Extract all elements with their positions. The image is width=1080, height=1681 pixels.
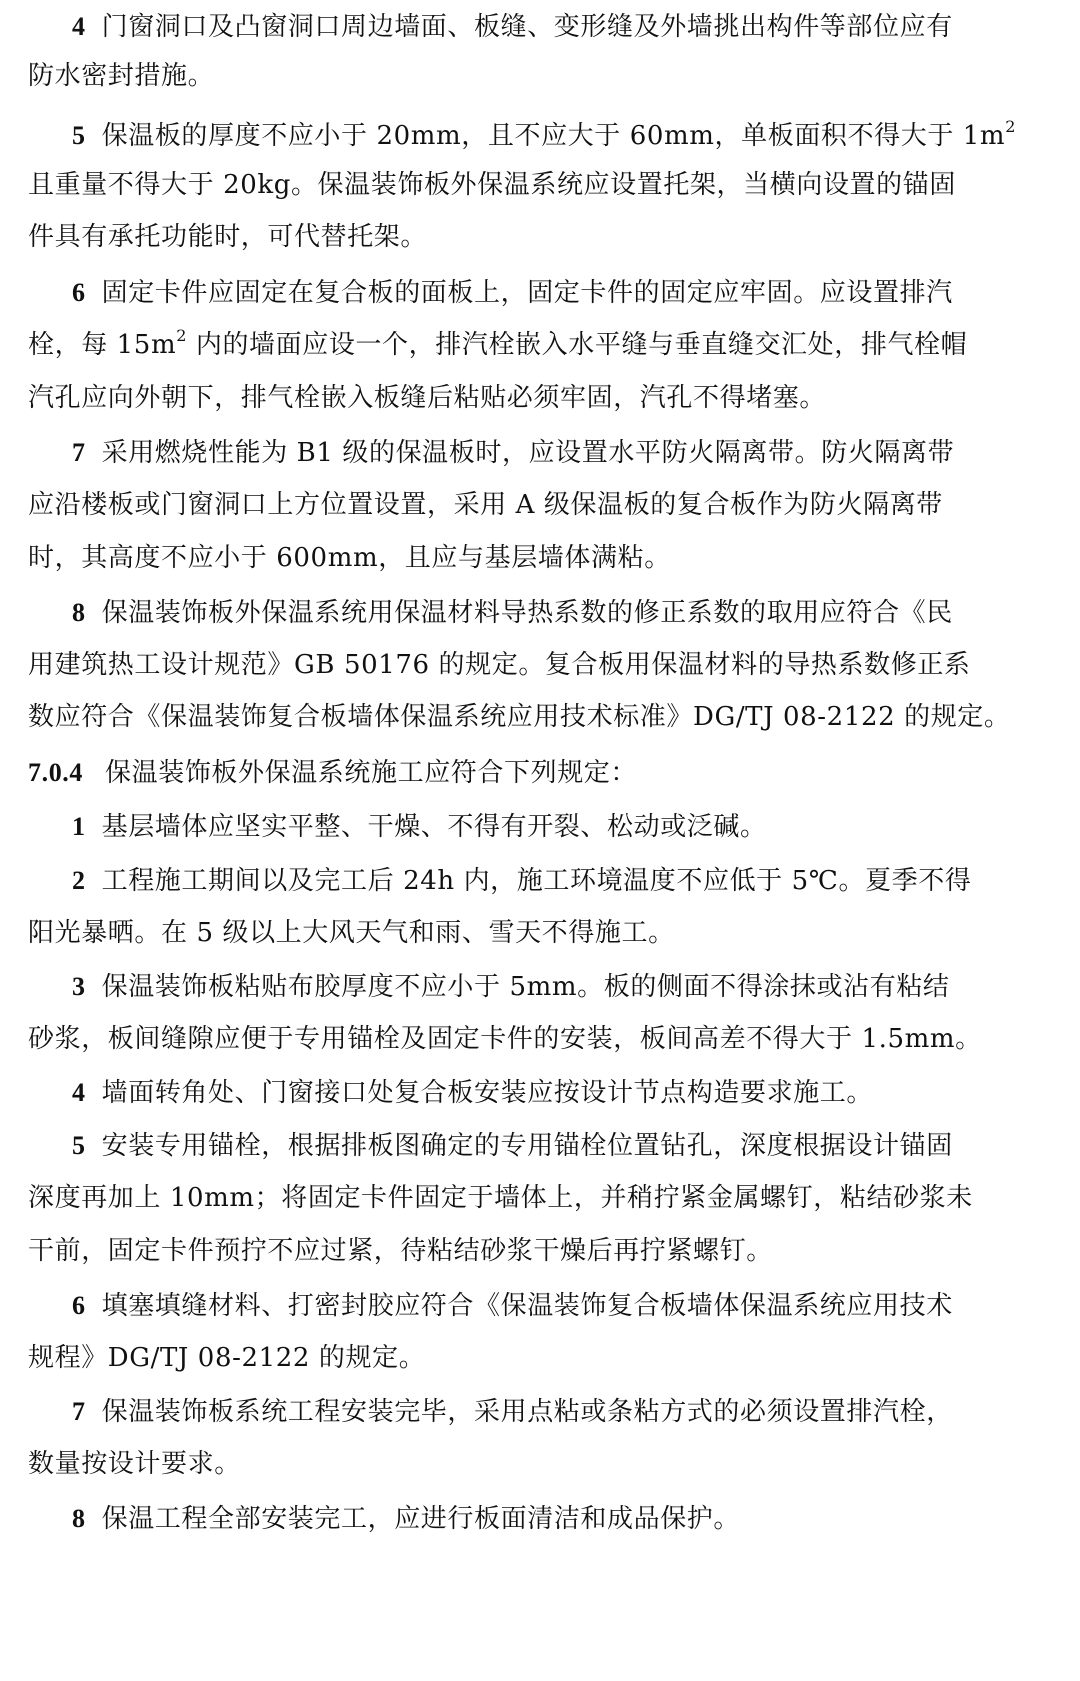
- rule-text: 基层墙体应坚实平整、干燥、不得有开裂、松动或泛碱。: [101, 812, 767, 842]
- clause-number: 8: [72, 598, 86, 627]
- rule-6-line-1: [72, 1289, 953, 1323]
- rule-number: 3: [72, 972, 86, 1001]
- clause-text: 内的墙面应设一个，排汽栓嵌入水平缝与垂直缝交汇处，排气栓帽: [186, 330, 968, 360]
- rule-8-line-1: [72, 1502, 740, 1536]
- clause-text: 应沿楼板或门窗洞口上方位置设置，采用 A 级保温板的复合板作为防火隔离带: [28, 490, 943, 520]
- clause-text: 固定卡件应固定在复合板的面板上，固定卡件的固定应牢固。应设置排汽: [101, 278, 953, 308]
- clause-text: 采用燃烧性能为 B1 级的保温板时，应设置水平防火隔离带。防火隔离带: [101, 438, 955, 468]
- clause-text: 用建筑热工设计规范》GB 50176 的规定。复合板用保温材料的导热系数修正系: [28, 650, 971, 680]
- rule-4-line-1: [72, 1076, 873, 1110]
- clause-text: 防水密封措施。: [28, 61, 215, 91]
- clause-text: 保温板的厚度不应小于 20mm，且不应大于 60mm，单板面积不得大于 1m: [101, 121, 1006, 151]
- clause-6-line-3: [28, 381, 826, 415]
- clause-text: 门窗洞口及凸窗洞口周边墙面、板缝、变形缝及外墙挑出构件等部位应有: [101, 12, 953, 42]
- section-number: 7.0.4: [28, 758, 83, 787]
- clause-5-line-1: [72, 119, 1016, 153]
- rule-5-line-3: [28, 1234, 773, 1268]
- rule-5-line-1: [72, 1129, 953, 1163]
- rule-text: 保温工程全部安装完工，应进行板面清洁和成品保护。: [101, 1504, 741, 1534]
- rule-text: 安装专用锚栓，根据排板图确定的专用锚栓位置钻孔，深度根据设计锚固: [101, 1131, 953, 1161]
- clause-6-line-2: [28, 328, 967, 362]
- rule-2-line-1: [72, 864, 971, 898]
- clause-text: 时，其高度不应小于 600mm，且应与基层墙体满粘。: [28, 543, 671, 573]
- clause-6-line-1: [72, 276, 953, 310]
- rule-number: 1: [72, 812, 86, 841]
- clause-5-line-3: [28, 220, 427, 254]
- rule-text: 砂浆，板间缝隙应便于专用锚栓及固定卡件的安装，板间高差不得大于 1.5mm。: [28, 1024, 982, 1054]
- clause-8-line-1: [72, 596, 953, 630]
- rule-text: 填塞填缝材料、打密封胶应符合《保温装饰复合板墙体保温系统应用技术: [101, 1291, 953, 1321]
- clause-number: 6: [72, 278, 86, 307]
- rule-3-line-2: [28, 1022, 982, 1056]
- rule-text: 保温装饰板粘贴布胶厚度不应小于 5mm。板的侧面不得涂抹或沾有粘结: [101, 972, 950, 1002]
- rule-text: 工程施工期间以及完工后 24h 内，施工环境温度不应低于 5℃。夏季不得: [101, 866, 972, 896]
- rule-3-line-1: [72, 970, 950, 1004]
- clause-5-line-2: [28, 168, 956, 202]
- section-text: 保温装饰板外保温系统施工应符合下列规定：: [105, 758, 638, 788]
- clause-7-line-3: [28, 541, 671, 575]
- rule-5-line-2: [28, 1181, 973, 1215]
- clause-text: 数应符合《保温装饰复合板墙体保温系统应用技术标准》DG/TJ 08-2122 的规定。: [28, 702, 1011, 732]
- rule-text: 规程》DG/TJ 08-2122 的规定。: [28, 1343, 426, 1373]
- rule-number: 8: [72, 1504, 86, 1533]
- clause-text: 汽孔应向外朝下，排气栓嵌入板缝后粘贴必须牢固，汽孔不得堵塞。: [28, 383, 827, 413]
- rule-number: 2: [72, 866, 86, 895]
- clause-4-line-2: [28, 59, 214, 93]
- rule-number: 4: [72, 1078, 86, 1107]
- clause-8-line-3: [28, 700, 1011, 734]
- clause-number: 7: [72, 438, 86, 467]
- rule-text: 干前，固定卡件预拧不应过紧，待粘结砂浆干燥后再拧紧螺钉。: [28, 1236, 773, 1266]
- superscript: 2: [1005, 117, 1016, 137]
- clause-7-line-1: [72, 436, 954, 470]
- clause-text: 保温装饰板外保温系统用保温材料导热系数的修正系数的取用应符合《民: [101, 598, 953, 628]
- rule-1-line-1: [72, 810, 767, 844]
- rule-text: 数量按设计要求。: [28, 1449, 241, 1479]
- clause-number: 5: [72, 121, 86, 150]
- rule-text: 墙面转角处、门窗接口处复合板安装应按设计节点构造要求施工。: [101, 1078, 874, 1108]
- rule-text: 阳光暴晒。在 5 级以上大风天气和雨、雪天不得施工。: [28, 918, 675, 948]
- rule-text: 保温装饰板系统工程安装完毕，采用点粘或条粘方式的必须设置排汽栓，: [101, 1397, 953, 1427]
- rule-number: 7: [72, 1397, 86, 1426]
- clause-text: 件具有承托功能时，可代替托架。: [28, 222, 428, 252]
- rule-7-line-2: [28, 1447, 241, 1481]
- rule-number: 5: [72, 1131, 86, 1160]
- clause-text: 且重量不得大于 20kg。保温装饰板外保温系统应设置托架，当横向设置的锚固: [28, 170, 956, 200]
- rule-7-line-1: [72, 1395, 953, 1429]
- rule-number: 6: [72, 1291, 86, 1320]
- rule-6-line-2: [28, 1341, 425, 1375]
- clause-number: 4: [72, 12, 86, 41]
- clause-7-line-2: [28, 488, 943, 522]
- superscript: 2: [176, 326, 187, 346]
- clause-8-line-2: [28, 648, 971, 682]
- clause-4-line-1: [72, 10, 953, 44]
- clause-text: 栓，每 15m: [28, 330, 177, 360]
- rule-2-line-2: [28, 916, 675, 950]
- section-heading: [28, 756, 637, 790]
- rule-text: 深度再加上 10mm；将固定卡件固定于墙体上，并稍拧紧金属螺钉，粘结砂浆未: [28, 1183, 973, 1213]
